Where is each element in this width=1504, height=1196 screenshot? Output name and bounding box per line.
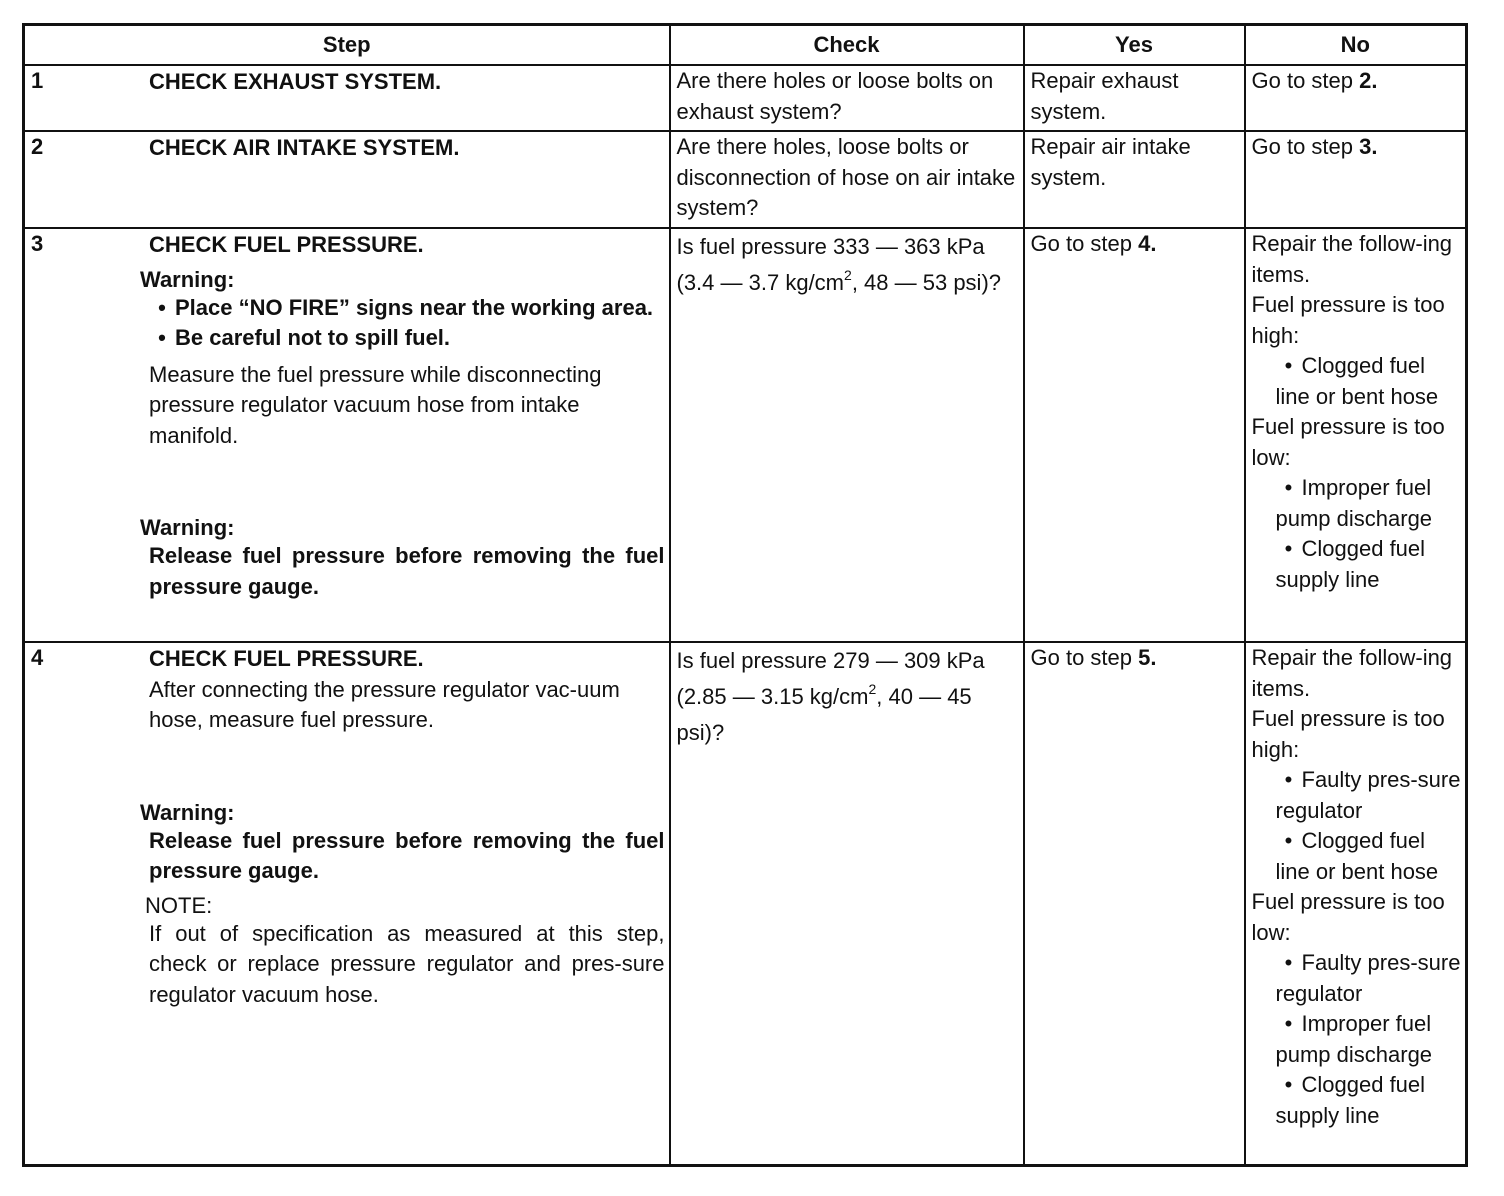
- table-row: [24, 228, 1467, 642]
- table-row: [24, 131, 1467, 228]
- table-row: [24, 65, 1467, 131]
- warning-label: Warning:: [140, 515, 235, 540]
- yes-text: Repair air intake system.: [1030, 134, 1191, 190]
- next-step-number: 2.: [1359, 68, 1378, 93]
- check-cell: [670, 642, 1024, 1166]
- cause-item: • Improper fuel pump discharge: [1276, 1009, 1466, 1070]
- step-title: CHECK FUEL PRESSURE.: [149, 646, 424, 671]
- warning-label: Warning:: [140, 799, 235, 825]
- pressure-high-label: Fuel pressure is too high:: [1251, 706, 1445, 762]
- cause-item: • Faulty pres-sure regulator: [1276, 948, 1466, 1009]
- go-to-step-text: Go to step: [1251, 134, 1360, 159]
- cause-item: • Improper fuel pump discharge: [1276, 473, 1466, 534]
- yes-text: [1025, 643, 1244, 674]
- pressure-low-label: Fuel pressure is too low:: [1251, 889, 1445, 945]
- check-text: Are there holes, loose bolts or disconnection of hose on air intake system?: [676, 134, 1016, 220]
- step-number: 2: [31, 134, 44, 159]
- check-text: [671, 229, 1023, 301]
- go-to-step-text: Go to step: [1030, 231, 1139, 256]
- no-text: [1246, 66, 1466, 97]
- diagnostic-table: [22, 23, 1468, 1167]
- step-title: CHECK EXHAUST SYSTEM.: [149, 69, 442, 94]
- pressure-high-label: Fuel pressure is too high:: [1251, 292, 1445, 348]
- no-cell: [1245, 131, 1467, 228]
- yes-text: [1025, 229, 1244, 260]
- step-cell: [24, 228, 670, 642]
- yes-cell: [1024, 228, 1245, 642]
- next-step-number: 5.: [1138, 645, 1157, 670]
- cause-item: • Clogged fuel line or bent hose: [1276, 826, 1466, 887]
- next-step-number: 3.: [1359, 134, 1378, 159]
- cause-list: [1276, 351, 1466, 412]
- step-title: CHECK AIR INTAKE SYSTEM.: [149, 135, 460, 160]
- warning-item: • Place “NO FIRE” signs near the working area.: [149, 293, 669, 324]
- check-text: Are there holes or loose bolts on exhaust system?: [676, 68, 994, 124]
- warning-text: Release fuel pressure before removing the fuel pressure gauge.: [149, 827, 665, 883]
- pressure-low-label: Fuel pressure is too low:: [1251, 414, 1445, 470]
- warning-item: • Be careful not to spill fuel.: [149, 323, 669, 354]
- superscript: 2: [868, 681, 877, 697]
- header-yes: Yes: [1024, 25, 1245, 66]
- no-text: [1246, 132, 1466, 163]
- no-cell: [1245, 228, 1467, 642]
- step-cell: [24, 131, 670, 228]
- check-text: [671, 643, 1023, 751]
- check-text-tail: , 40 — 45 psi)?: [676, 684, 972, 745]
- go-to-step-text: Go to step: [1030, 645, 1139, 670]
- cause-item: • Faulty pres-sure regulator: [1276, 765, 1466, 826]
- header-no: No: [1245, 25, 1467, 66]
- superscript: 2: [844, 267, 852, 283]
- next-step-number: 4.: [1138, 231, 1157, 256]
- check-cell: [670, 228, 1024, 642]
- cause-list: [1276, 765, 1466, 887]
- yes-text: Repair exhaust system.: [1030, 68, 1179, 124]
- check-cell: [670, 65, 1024, 131]
- go-to-step-text: Go to step: [1251, 68, 1360, 93]
- step-number: 1: [31, 68, 44, 93]
- note-text: If out of specification as measured at this step, check or replace pressure regulator and pres-sure regulator vacuum hose.: [149, 920, 665, 1007]
- cause-item: • Clogged fuel supply line: [1276, 534, 1466, 595]
- check-text-tail: , 48 — 53 psi)?: [851, 270, 1001, 295]
- check-text-main: Is fuel pressure 279 — 309 kPa (2.85 — 3.15 kg/cm: [676, 648, 985, 709]
- table-header-row: [24, 25, 1467, 66]
- header-check: Check: [670, 25, 1024, 66]
- step-title: CHECK FUEL PRESSURE.: [149, 232, 424, 257]
- header-step: Step: [24, 25, 670, 66]
- yes-cell: [1024, 131, 1245, 228]
- note-label: NOTE:: [145, 892, 213, 918]
- repair-intro: Repair the follow-ing items.: [1251, 645, 1453, 701]
- no-cell: [1245, 642, 1467, 1166]
- diagnostic-table-sheet: [22, 23, 1465, 1167]
- warning-list: [149, 293, 669, 354]
- step-instructions: After connecting the pressure regulator vac-uum hose, measure fuel pressure.: [149, 676, 620, 732]
- step-instructions: Measure the fuel pressure while disconnecting pressure regulator vacuum hose from intake manifold.: [149, 361, 602, 448]
- step-cell: [24, 65, 670, 131]
- cause-item: • Clogged fuel supply line: [1276, 1070, 1466, 1131]
- yes-cell: [1024, 642, 1245, 1166]
- check-text-main: Is fuel pressure 333 — 363 kPa (3.4 — 3.7 kg/cm: [676, 234, 985, 295]
- cause-list: [1276, 473, 1466, 595]
- step-number: 4: [31, 645, 44, 670]
- check-cell: [670, 131, 1024, 228]
- cause-item: • Clogged fuel line or bent hose: [1276, 351, 1466, 412]
- no-cell: [1245, 65, 1467, 131]
- repair-intro: Repair the follow-ing items.: [1251, 231, 1453, 287]
- step-number: 3: [31, 231, 44, 256]
- cause-list: [1276, 948, 1466, 1131]
- yes-cell: [1024, 65, 1245, 131]
- warning-label: Warning:: [140, 266, 235, 292]
- table-row: [24, 642, 1467, 1166]
- step-cell: [24, 642, 670, 1166]
- warning-text: Release fuel pressure before removing the fuel pressure gauge.: [149, 543, 665, 599]
